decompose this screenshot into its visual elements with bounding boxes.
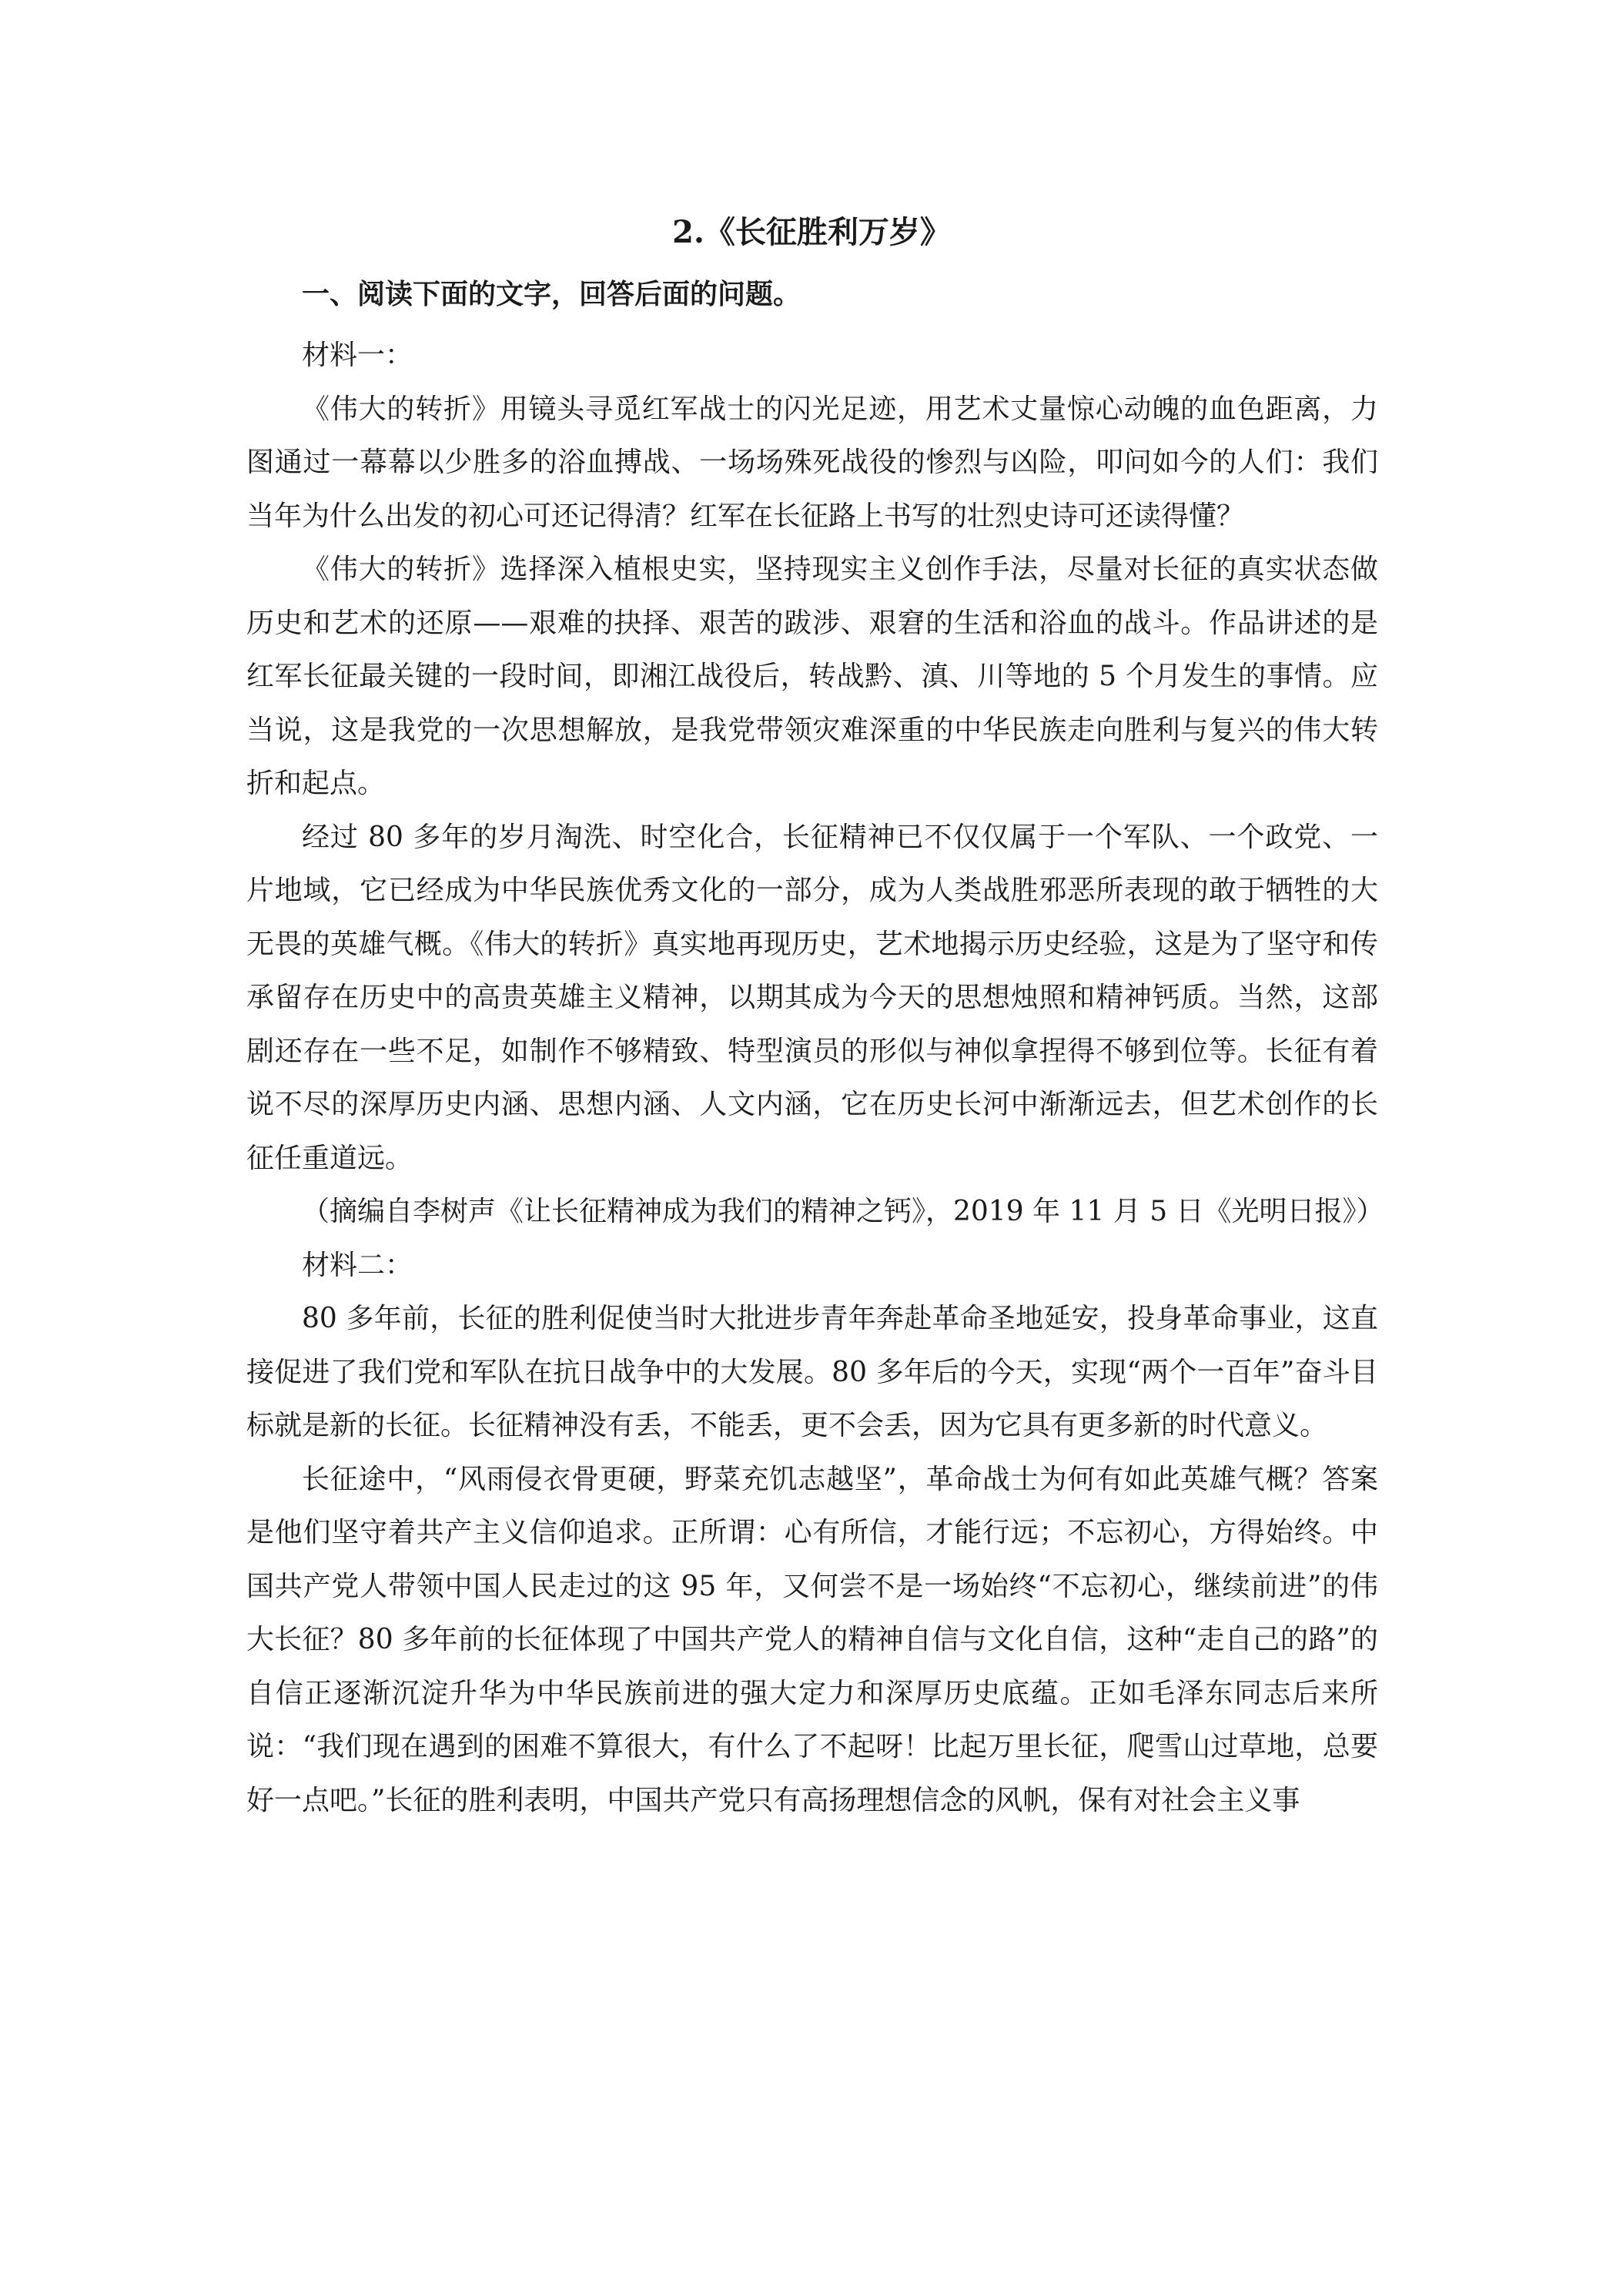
material-one-label: 材料一： (302, 340, 413, 371)
material-one-paragraph-2: 《伟大的转折》选择深入植根史实，坚持现实主义创作手法，尽量对长征的真实状态做历史和艺术的还原——艰难的抉择、艰苦的跋涉、艰窘的生活和浴血的战斗。作品讲述的是红军长征最关键的一段时间，即湘江战役后，转战黔、滇、川等地的 5 个月发生的事情。应当说，这是我党的一次思想解放，是我党带领灾难深重的中华民族走向胜利与复兴的伟大转折和起点。 (246, 554, 1378, 799)
material-one-paragraph-3: 经过 80 多年的岁月淘洗、时空化合，长征精神已不仅仅属于一个军队、一个政党、一片地域，它已经成为中华民族优秀文化的一部分，成为人类战胜邪恶所表现的敢于牺牲的大无畏的英雄气概。《伟大的转折》真实地再现历史，艺术地揭示历史经验，这是为了坚守和传承留存在历史中的高贵英雄主义精神，以期其成为今天的思想烛照和精神钙质。当然，这部剧还存在一些不足，如制作不够精致、特型演员的形似与神似拿捏得不够到位等。长征有着说不尽的深厚历史内涵、思想内涵、人文内涵，它在历史长河中渐渐远去，但艺术创作的长征任重道远。 (246, 821, 1378, 1174)
document-title: 2.《长征胜利万岁》 (672, 214, 951, 250)
material-two-paragraph-1: 80 多年前，长征的胜利促使当时大批进步青年奔赴革命圣地延安，投身革命事业，这直接促进了我们党和军队在抗日战争中的大发展。80 多年后的今天，实现“两个一百年”奋斗目标就是新的长征。长征精神没有丢，不能丢，更不会丢，因为它具有更多新的时代意义。 (246, 1303, 1378, 1441)
material-two-label: 材料二： (302, 1249, 413, 1281)
document-body (246, 329, 1384, 1827)
material-one-source: （摘编自李树声《让长征精神成为我们的精神之钙》，2019 年 11 月 5 日《光明日报》） (302, 1196, 1384, 1227)
material-two-paragraph-2: 长征途中，“风雨侵衣骨更硬，野菜充饥志越坚”，革命战士为何有如此英雄气概？答案是他们坚守着共产主义信仰追求。正所谓：心有所信，才能行远；不忘初心，方得始终。中国共产党人带领中国人民走过的这 95 年，又何尝不是一场始终“不忘初心，继续前进”的伟大长征？80 多年前的长征体现了中国共产党人的精神自信与文化自信，这种“走自己的路”的自信正逐渐沉淀升华为中华民族前进的强大定力和深厚历史底蕴。正如毛泽东同志后来所说：“我们现在遇到的困难不算很大，有什么了不起呀！比起万里长征，爬雪山过草地，总要好一点吧。”长征的胜利表明，中国共产党只有高扬理想信念的风帆，保有对社会主义事 (246, 1463, 1378, 1816)
section-heading: 一、阅读下面的文字，回答后面的问题。 (302, 278, 801, 310)
material-one-paragraph-1: 《伟大的转折》用镜头寻觅红军战士的闪光足迹，用艺术丈量惊心动魄的血色距离，力图通过一幕幕以少胜多的浴血搏战、一场场殊死战役的惨烈与凶险，叩问如今的人们：我们当年为什么出发的初心可还记得清？红军在长征路上书写的壮烈史诗可还读得懂？ (246, 393, 1378, 532)
